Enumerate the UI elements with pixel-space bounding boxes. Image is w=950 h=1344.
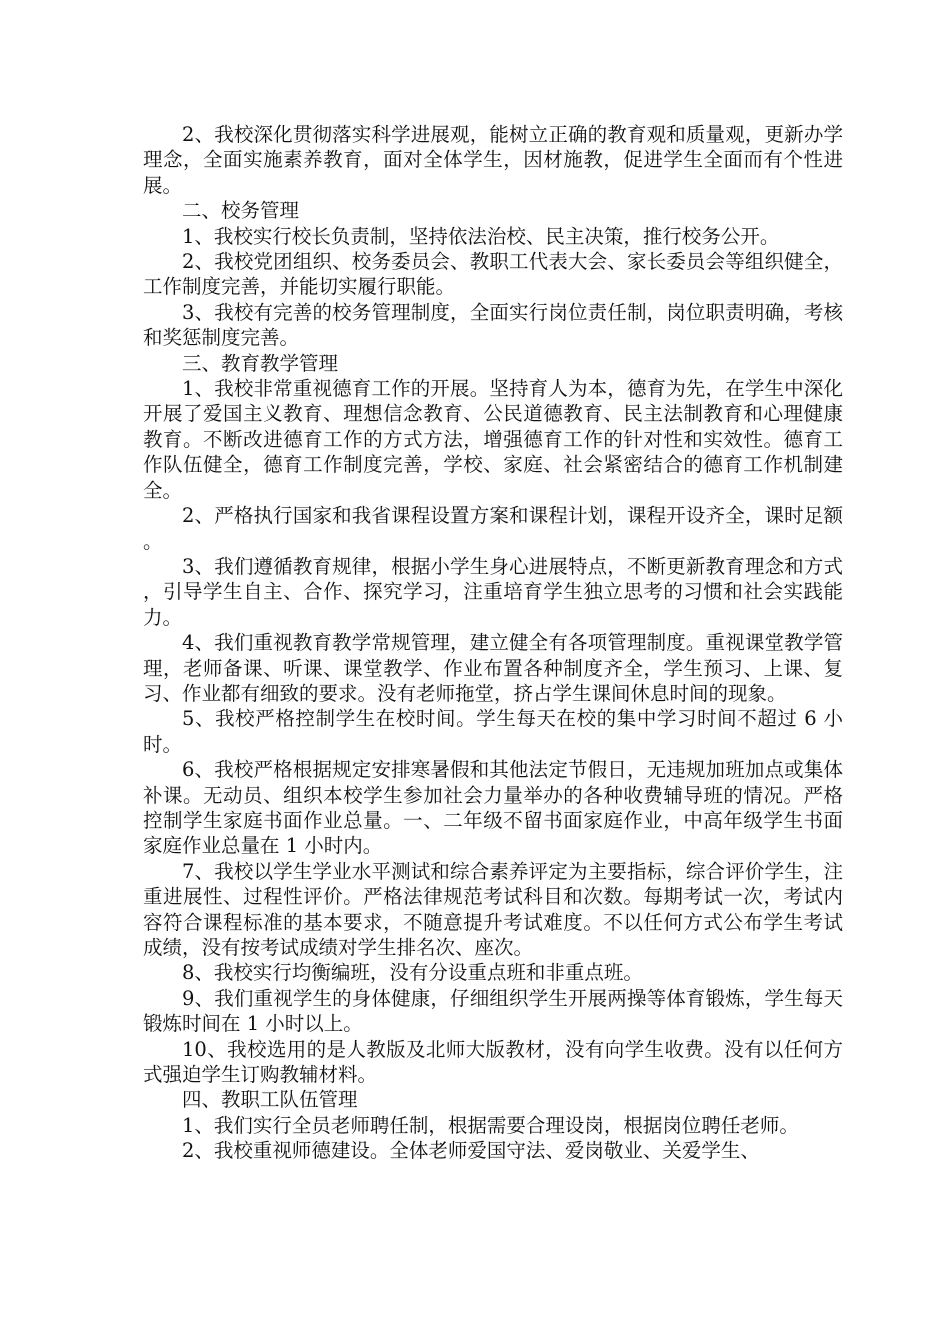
section-heading-teaching: 三、教育教学管理 [182, 351, 339, 375]
paragraph-9: 5、我校严格控制学生在校时间。学生每天在校的集中学习时间不超过 6 小时。 [143, 707, 843, 756]
section-heading-staff: 四、教职工队伍管理 [182, 1088, 358, 1112]
document-body [143, 122, 843, 1164]
paragraph-11: 7、我校以学生学业水平测试和综合素养评定为主要指标，综合评价学生，注重进展性、过程性评价。严格法律规范考试科目和次数。每期考试一次，考试内容符合课程标准的基本要求，不随意提升考试难度。不以任何方式公布学生考试成绩，没有按考试成绩对学生排名次、座次。 [143, 859, 843, 959]
paragraph-1: 2、我校深化贯彻落实科学进展观，能树立正确的教育观和质量观，更新办学理念，全面实施素养教育，面对全体学生，因材施教，促进学生全面而有个性进展。 [143, 123, 843, 197]
paragraph-8: 4、我们重视教育教学常规管理，建立健全有各项管理制度。重视课堂教学管理，老师备课、听课、课堂教学、作业布置各种制度齐全，学生预习、上课、复习、作业都有细致的要求。没有老师拖堂，挤占学生课间休息时间的现象。 [143, 631, 843, 705]
paragraph-5: 1、我校非常重视德育工作的开展。坚持育人为本，德育为先，在学生中深化开展了爱国主义教育、理想信念教育、公民道德教育、民主法制教育和心理健康教育。不断改进德育工作的方式方法，增强德育工作的针对性和实效性。德育工作队伍健全，德育工作制度完善，学校、家庭、社会紧密结合的德育工作机制建全。 [143, 377, 843, 502]
paragraph-2: 1、我校实行校长负责制，坚持依法治校、民主决策，推行校务公开。 [182, 224, 780, 248]
paragraph-16: 2、我校重视师德建设。全体老师爱国守法、爱岗敬业、关爱学生、 [182, 1139, 760, 1163]
paragraph-7: 3、我们遵循教育规律，根据小学生身心进展特点，不断更新教育理念和方式，引导学生自主、合作、探究学习，注重培育学生独立思考的习惯和社会实践能力。 [143, 554, 843, 629]
paragraph-15: 1、我们实行全员老师聘任制，根据需要合理设岗，根据岗位聘任老师。 [182, 1113, 799, 1137]
paragraph-6: 2、严格执行国家和我省课程设置方案和课程计划，课程开设齐全，课时足额。 [143, 504, 843, 553]
section-heading-school-affairs: 二、校务管理 [182, 199, 300, 223]
paragraph-13: 9、我们重视学生的身体健康，仔细组织学生开展两操等体育锻炼，学生每天锻炼时间在 1 小时以上。 [143, 986, 843, 1036]
paragraph-10: 6、我校严格根据规定安排寒暑假和其他法定节假日，无违规加班加点或集体补课。无动员、组织本校学生参加社会力量举办的各种收费辅导班的情况。严格控制学生家庭书面作业总量。一、二年级不留书面家庭作业，中高年级学生书面家庭作业总量在 1 小时内。 [143, 758, 843, 858]
paragraph-4: 3、我校有完善的校务管理制度，全面实行岗位责任制，岗位职责明确，考核和奖惩制度完善。 [143, 300, 843, 350]
paragraph-14: 10、我校选用的是人教版及北师大版教材，没有向学生收费。没有以任何方式强迫学生订购教辅材料。 [143, 1037, 843, 1087]
paragraph-12: 8、我校实行均衡编班，没有分设重点班和非重点班。 [182, 961, 643, 985]
paragraph-3: 2、我校党团组织、校务委员会、教职工代表大会、家长委员会等组织健全，工作制度完善，并能切实履行职能。 [143, 250, 843, 299]
